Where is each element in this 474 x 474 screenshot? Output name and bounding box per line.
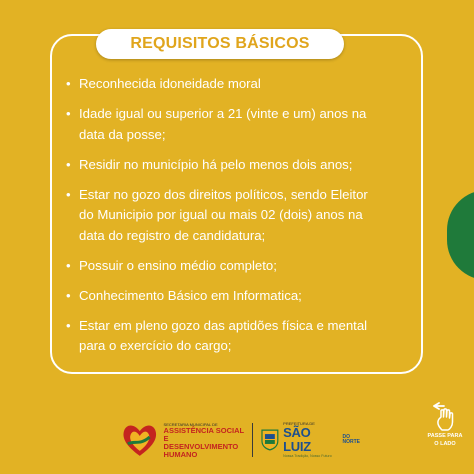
requirement-item: • Idade igual ou superior a 21 (vinte e um) anos na data da posse; bbox=[66, 104, 386, 145]
city-slogan: Nossa Tradição, Nosso Futuro bbox=[283, 454, 332, 458]
city-name: SÃO LUIZ bbox=[283, 425, 311, 454]
footer-logos bbox=[120, 415, 360, 465]
requirement-item: • Possuir o ensino médio completo; bbox=[66, 256, 386, 277]
heart-logo-icon bbox=[120, 420, 160, 460]
swipe-hint bbox=[420, 400, 470, 460]
secretaria-name-line: ASSISTÊNCIA SOCIAL bbox=[163, 425, 245, 435]
secretaria-logo bbox=[120, 420, 244, 460]
prefeitura-caption: PREFEITURA DE bbox=[283, 421, 315, 426]
secretaria-name-line: E DESENVOLVIMENTO bbox=[163, 433, 239, 451]
next-slide-tab bbox=[447, 190, 474, 280]
city-suffix: DO bbox=[342, 433, 350, 440]
requirements-list bbox=[66, 74, 386, 366]
requirement-item: • Reconhecida idoneidade moral bbox=[66, 74, 386, 95]
prefeitura-logo bbox=[261, 421, 360, 459]
requirement-item: • Residir no município há pelo menos dois anos; bbox=[66, 155, 386, 176]
secretaria-name-line: HUMANO bbox=[163, 449, 198, 459]
title-badge bbox=[96, 29, 344, 59]
page-title: REQUISITOS BÁSICOS bbox=[130, 35, 310, 52]
swipe-label: O LADO bbox=[434, 440, 456, 447]
city-suffix: NORTE bbox=[342, 439, 360, 445]
city-emblem-icon bbox=[261, 429, 279, 451]
requirement-item: • Conhecimento Básico em Informatica; bbox=[66, 286, 386, 307]
requirement-item: • Estar no gozo dos direitos políticos, sendo Eleitor do Municipio por igual ou mais 02 (dois) anos na data do registro de candidatura; bbox=[66, 185, 386, 247]
swipe-hand-icon bbox=[430, 400, 460, 432]
secretaria-caption: SECRETARIA MUNICIPAL DE bbox=[163, 421, 218, 427]
logo-divider bbox=[252, 423, 253, 457]
swipe-label: PASSE PARA bbox=[427, 433, 463, 439]
requirement-item: • Estar em pleno gozo das aptidões física e mental para o exercício do cargo; bbox=[66, 316, 386, 357]
